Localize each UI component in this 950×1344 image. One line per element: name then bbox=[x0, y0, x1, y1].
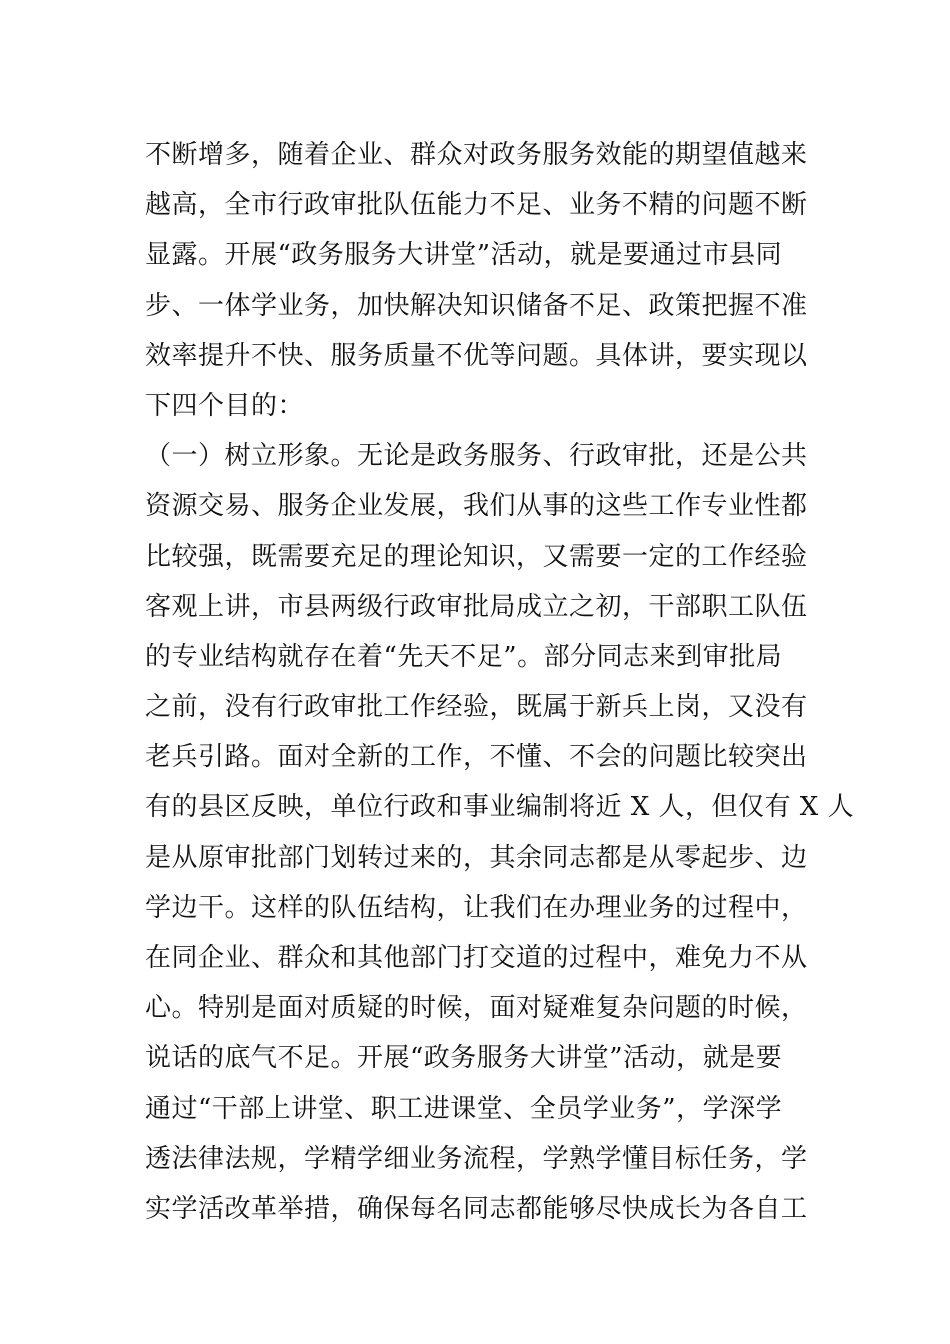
text-line: 之前，没有行政审批工作经验，既属于新兵上岗，又没有 bbox=[145, 692, 808, 723]
text-line: 效率提升不快、服务质量不优等问题。具体讲，要实现以 bbox=[145, 340, 808, 371]
body-text bbox=[145, 130, 855, 1234]
text-line: 步、一体学业务，加快解决知识储备不足、政策把握不准 bbox=[145, 290, 808, 321]
text-line: 透法律法规，学精学细业务流程，学熟学懂目标任务，学 bbox=[145, 1143, 808, 1174]
text-line: 说话的底气不足。开展“政务服务大讲堂”活动，就是要 bbox=[145, 1043, 783, 1074]
text-line: 学边干。这样的队伍结构，让我们在办理业务的过程中， bbox=[145, 892, 808, 923]
text-line: 的专业结构就存在着“先天不足”。部分同志来到审批局 bbox=[145, 641, 783, 672]
text-line: 通过“干部上讲堂、职工进课堂、全员学业务”，学深学 bbox=[145, 1093, 783, 1124]
text-line: 客观上讲，市县两级行政审批局成立之初，干部职工队伍 bbox=[145, 591, 808, 622]
text-line: 不断增多，随着企业、群众对政务服务效能的期望值越来 bbox=[145, 140, 808, 170]
text-line: 有的县区反映，单位行政和事业编制将近 X 人，但仅有 X 人 bbox=[145, 792, 855, 823]
text-line: 老兵引路。面对全新的工作，不懂、不会的问题比较突出 bbox=[145, 742, 808, 773]
text-line: 显露。开展“政务服务大讲堂”活动，就是要通过市县同 bbox=[145, 240, 783, 271]
text-line: 越高，全市行政审批队伍能力不足、业务不精的问题不断 bbox=[145, 190, 808, 221]
text-line: 是从原审批部门划转过来的，其余同志都是从零起步、边 bbox=[145, 842, 808, 873]
text-line: （一）树立形象。无论是政务服务、行政审批，还是公共 bbox=[145, 441, 808, 472]
text-line: 实学活改革举措，确保每名同志都能够尽快成长为各自工 bbox=[145, 1193, 808, 1224]
text-line: 下四个目的： bbox=[145, 390, 305, 421]
text-line: 比较强，既需要充足的理论知识，又需要一定的工作经验 bbox=[145, 541, 808, 572]
text-line: 资源交易、服务企业发展，我们从事的这些工作专业性都 bbox=[145, 491, 808, 522]
text-line: 在同企业、群众和其他部门打交道的过程中，难免力不从 bbox=[145, 943, 808, 973]
text-line: 心。特别是面对质疑的时候，面对疑难复杂问题的时候， bbox=[145, 993, 808, 1024]
